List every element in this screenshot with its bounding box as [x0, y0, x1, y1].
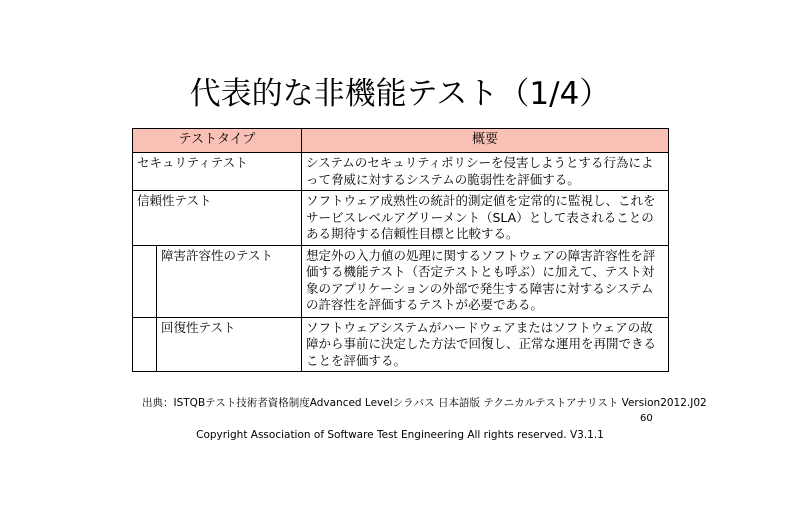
header-test-type: テストタイプ — [133, 129, 302, 153]
table-row — [133, 317, 669, 372]
row-summary: ソフトウェア成熟性の統計的測定値を定常的に監視し、これをサービスレベルアグリーメント（SLA）として表されることのある期待する信頼性目標と比較する。 — [302, 191, 669, 246]
nonfunctional-test-table — [132, 128, 669, 372]
copyright-notice: Copyright Association of Software Test Engineering All rights reserved. V3.1.1 — [196, 429, 604, 441]
row-summary: ソフトウェアシステムがハードウェアまたはソフトウェアの故障から事前に決定した方法で回復し、正常な運用を再開できることを評価する。 — [302, 317, 669, 372]
indent-gutter — [133, 245, 157, 317]
row-test-type: セキュリティテスト — [133, 153, 302, 191]
table-row — [133, 191, 669, 246]
row-summary: 想定外の入力値の処理に関するソフトウェアの障害許容性を評価する機能テスト（否定テストとも呼ぶ）に加えて、テスト対象のアプリケーションの外部で発生する障害に対するシステムの許容性を評価するテストが必要である。 — [302, 245, 669, 317]
row-summary: システムのセキュリティポリシーを侵害しようとする行為によって脅威に対するシステムの脆弱性を評価する。 — [302, 153, 669, 191]
page-number: 60 — [640, 413, 653, 424]
table-row — [133, 153, 669, 191]
source-citation: 出典：ISTQBテスト技術者資格制度Advanced Levelシラバス 日本語版 テクニカルテストアナリスト Version2012.J02 — [142, 397, 707, 409]
slide-title: 代表的な非機能テスト（1/4） — [189, 76, 611, 112]
row-test-type: 回復性テスト — [157, 317, 302, 372]
row-test-type: 信頼性テスト — [133, 191, 302, 246]
table-header-row — [133, 129, 669, 153]
row-test-type: 障害許容性のテスト — [157, 245, 302, 317]
header-summary: 概要 — [302, 129, 669, 153]
indent-gutter — [133, 317, 157, 372]
table-row — [133, 245, 669, 317]
